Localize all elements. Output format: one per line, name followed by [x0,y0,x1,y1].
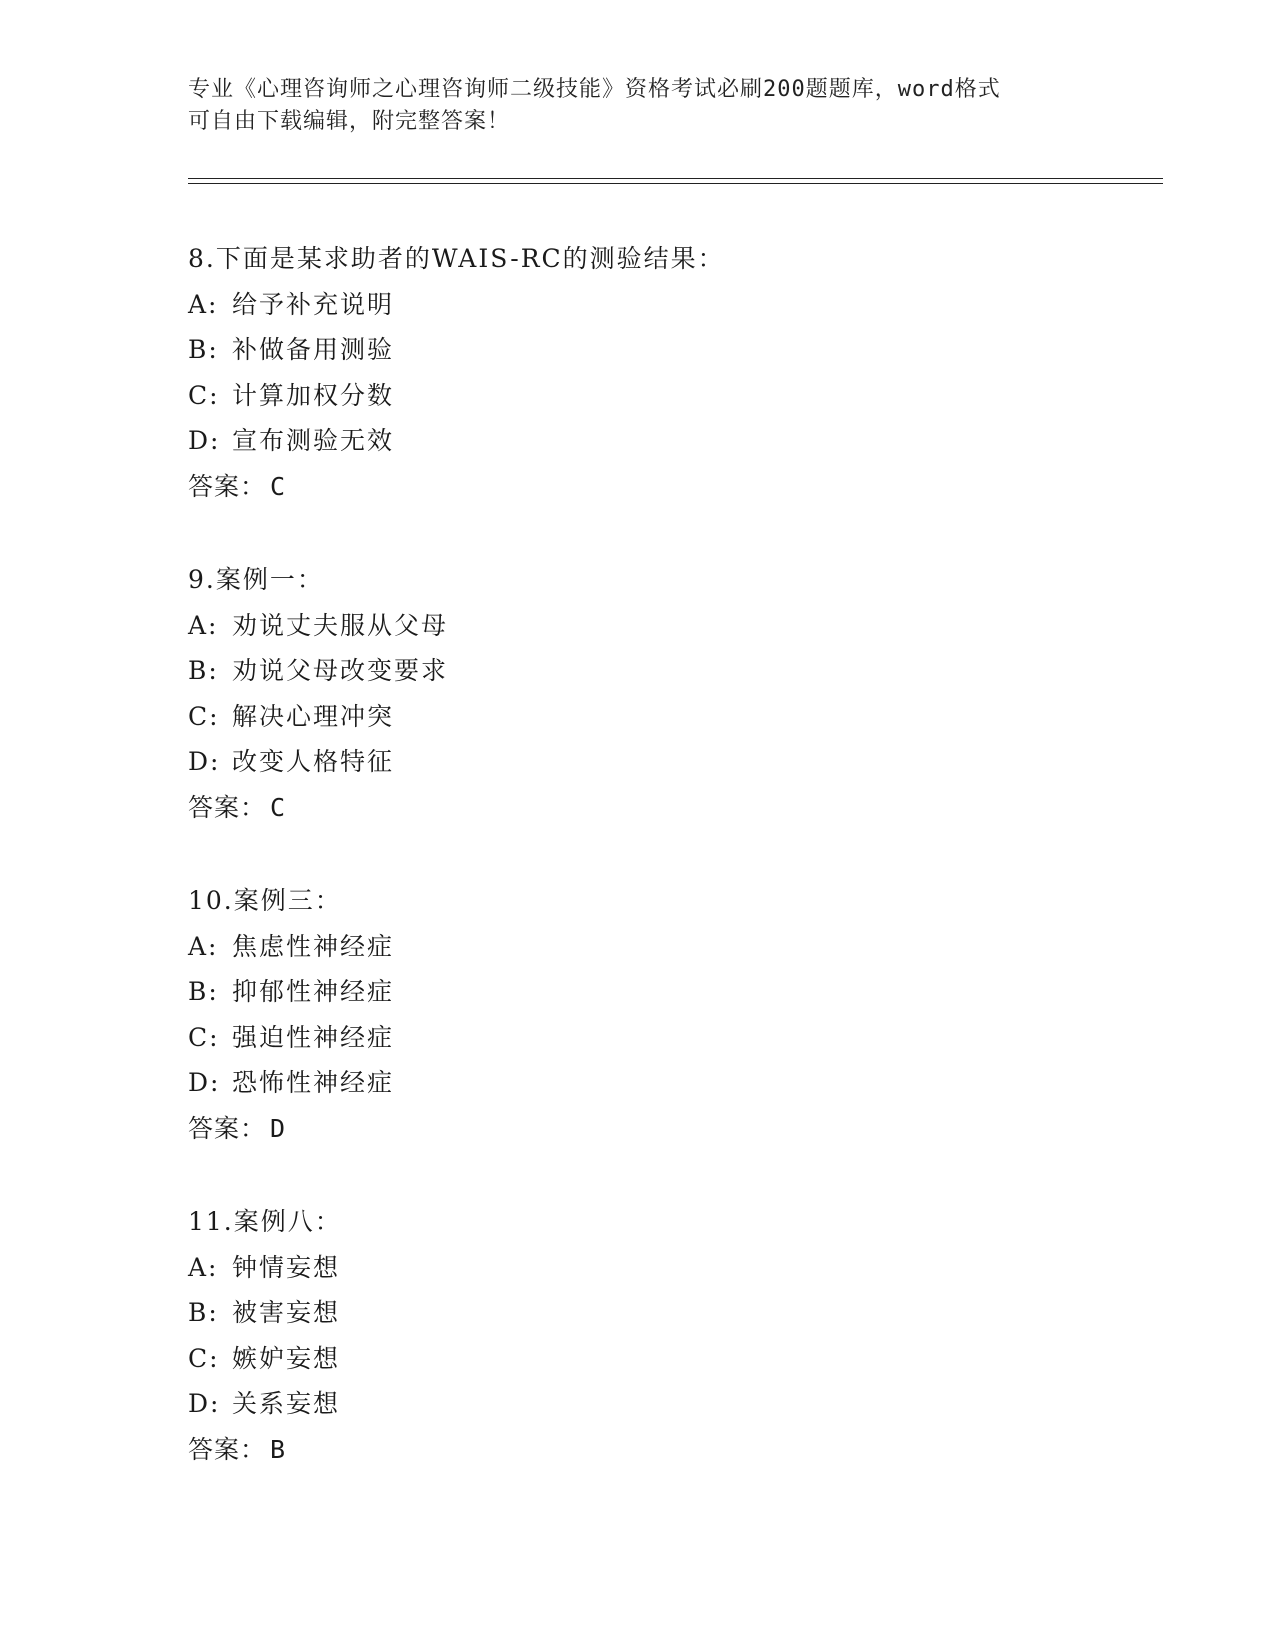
option-c [188,1336,1088,1382]
answer-label: 答案： [188,1113,267,1143]
option-a [188,603,1088,649]
header-divider-bottom [188,183,1163,184]
option-text: 抑郁性神经症 [232,977,395,1006]
option-b [188,648,1088,694]
option-d [188,1060,1088,1106]
option-letter: A: [188,289,219,319]
document-header [188,74,1068,138]
option-letter: B: [188,335,219,364]
option-text: 关系妄想 [232,1389,341,1418]
option-a [188,282,1088,328]
header-title-line-1: 专业《心理咨询师之心理咨询师二级技能》资格考试必刷200题题库，word格式 [188,77,1001,102]
option-letter: A: [188,610,219,640]
question-stem: 8.下面是某求助者的WAIS-RC的测验结果： [188,244,725,273]
answer-value: B [270,1434,287,1464]
option-text: 劝说父母改变要求 [232,656,449,685]
answer-line [188,464,1088,510]
question-10 [188,878,1088,1151]
question-stem: 9.案例一： [188,565,324,594]
option-letter: B: [188,1298,219,1327]
answer-value: C [270,792,287,822]
option-a [188,924,1088,970]
option-letter: C: [188,380,220,410]
answer-label: 答案： [188,1434,267,1464]
option-text: 嫉妒妄想 [232,1343,341,1373]
option-letter: B: [188,656,219,685]
option-c [188,373,1088,419]
option-text: 被害妄想 [232,1298,341,1327]
option-letter: C: [188,1022,220,1052]
answer-value: D [270,1113,287,1143]
option-text: 补做备用测验 [232,335,395,364]
answer-line [188,1427,1088,1473]
option-letter: D: [188,426,221,455]
option-letter: B: [188,977,219,1006]
option-b [188,327,1088,373]
option-letter: A: [188,931,219,961]
option-text: 焦虑性神经症 [232,931,395,961]
option-b [188,1290,1088,1336]
option-b [188,969,1088,1015]
option-text: 恐怖性神经症 [232,1068,395,1097]
header-divider-top [188,178,1163,179]
question-stem: 10.案例三： [188,886,342,915]
option-d [188,739,1088,785]
option-text: 钟情妄想 [232,1252,341,1282]
option-text: 给予补充说明 [232,289,395,319]
question-9 [188,557,1088,830]
option-c [188,1015,1088,1061]
option-letter: C: [188,1343,220,1373]
option-text: 强迫性神经症 [232,1022,395,1052]
answer-value: C [270,471,287,501]
answer-label: 答案： [188,792,267,822]
answer-line [188,1106,1088,1152]
option-text: 解决心理冲突 [232,701,395,731]
answer-line [188,785,1088,831]
option-text: 计算加权分数 [232,380,395,410]
question-8 [188,236,1088,509]
question-11 [188,1199,1088,1472]
option-text: 宣布测验无效 [232,426,395,455]
option-letter: A: [188,1252,219,1282]
header-title-line-2: 可自由下载编辑，附完整答案！ [188,109,511,134]
option-d [188,418,1088,464]
question-stem: 11.案例八： [188,1207,342,1236]
option-letter: D: [188,1068,221,1097]
option-letter: C: [188,701,220,731]
option-a [188,1245,1088,1291]
answer-label: 答案： [188,471,267,501]
option-text: 劝说丈夫服从父母 [232,610,449,640]
option-letter: D: [188,747,221,776]
option-text: 改变人格特征 [232,747,395,776]
option-d [188,1381,1088,1427]
option-c [188,694,1088,740]
option-letter: D: [188,1389,221,1418]
